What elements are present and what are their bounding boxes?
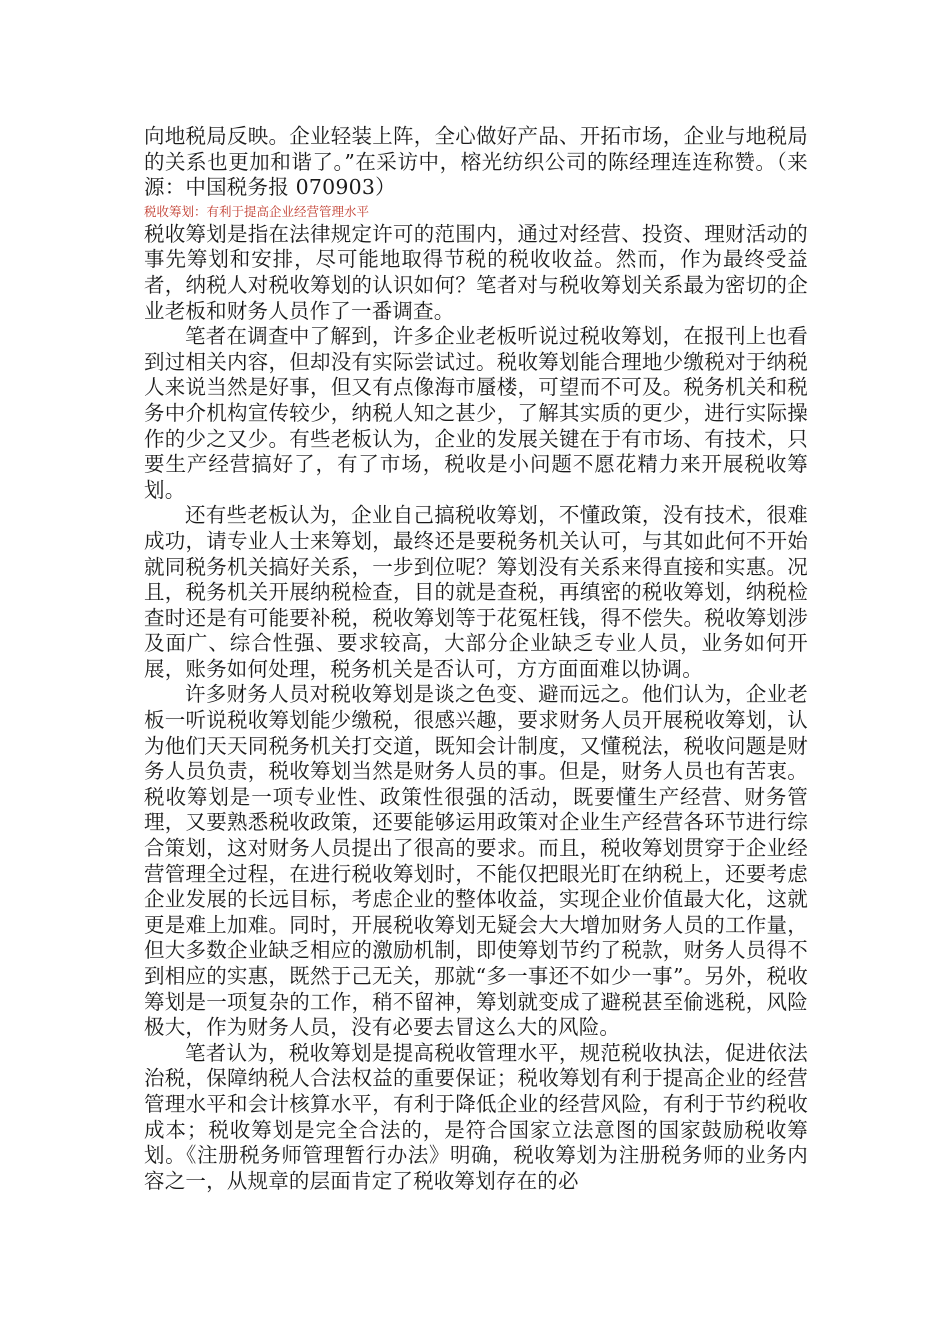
body-paragraph-4: 许多财务人员对税收筹划是谈之色变、避而远之。他们认为，企业老板一听说税收筹划能少缴税，很感兴趣，要求财务人员开展税收筹划，认为他们天天同税务机关打交道，既知会计制度，又懂税法，税收问题是财务人员负责，税收筹划当然是财务人员的事。但是，财务人员也有苦衷。税收筹划是一项专业性、政策性很强的活动，既要懂生产经营、财务管理，又要熟悉税收政策，还要能够运用政策对企业生产经营各环节进行综合策划，这对财务人员提出了很高的要求。而且，税收筹划贯穿于企业经营管理全过程，在进行税收筹划时，不能仅把眼光盯在纳税上，还要考虑企业发展的长远目标，考虑企业的整体收益，实现企业价值最大化，这就更是难上加难。同时，开展税收筹划无疑会大大增加财务人员的工作量，但大多数企业缺乏相应的激励机制，即使筹划节约了税款，财务人员得不到相应的实惠，既然于己无关，那就“多一事还不如少一事”。另外，税收筹划是一项复杂的工作，稍不留神，筹划就变成了避税甚至偷逃税，风险极大，作为财务人员，没有必要去冒这么大的风险。 bbox=[144, 682, 808, 1040]
body-paragraph-2: 笔者在调查中了解到，许多企业老板听说过税收筹划，在报刊上也看到过相关内容，但却没有实际尝试过。税收筹划能合理地少缴税对于纳税人来说当然是好事，但又有点像海市蜃楼，可望而不可及。税务机关和税务中介机构宣传较少，纳税人知之甚少，了解其实质的更少，进行实际操作的少之又少。有些老板认为，企业的发展关键在于有市场、有技术，只要生产经营搞好了，有了市场，税收是小问题不愿花精力来开展税收筹划。 bbox=[144, 324, 808, 502]
article-heading: 税收筹划：有利于提高企业经营管理水平 bbox=[144, 203, 370, 219]
document-page bbox=[144, 124, 808, 1194]
body-paragraph-5: 笔者认为，税收筹划是提高税收管理水平，规范税收执法，促进依法治税，保障纳税人合法权益的重要保证；税收筹划有利于提高企业的经营管理水平和会计核算水平，有利于降低企业的经营风险，有利于节约税收成本；税收筹划是完全合法的，是符合国家立法意图的国家鼓励税收筹划。《注册税务师管理暂行办法》明确，税收筹划为注册税务师的业务内容之一，从规章的层面肯定了税收筹划存在的必 bbox=[144, 1040, 808, 1193]
body-paragraph-1: 税收筹划是指在法律规定许可的范围内，通过对经营、投资、理财活动的事先筹划和安排，尽可能地取得节税的税收收益。然而，作为最终受益者，纳税人对税收筹划的认识如何？笔者对与税收筹划关系最为密切的企业老板和财务人员作了一番调查。 bbox=[144, 221, 808, 323]
body-paragraph-3: 还有些老板认为，企业自己搞税收筹划，不懂政策，没有技术，很难成功，请专业人士来筹划，最终还是要税务机关认可，与其如此何不开始就同税务机关搞好关系，一步到位呢？筹划没有关系来得直接和实惠。况且，税务机关开展纳税检查，目的就是查税，再缜密的税收筹划，纳税检查时还是有可能要补税，税收筹划等于花冤枉钱，得不偿失。税收筹划涉及面广、综合性强、要求较高，大部分企业缺乏专业人员，业务如何开展，账务如何处理，税务机关是否认可，方方面面难以协调。 bbox=[144, 503, 808, 681]
intro-paragraph: 向地税局反映。企业轻装上阵，全心做好产品、开拓市场，企业与地税局的关系也更加和谐了。”在采访中，榕光纺织公司的陈经理连连称赞。（来源：中国税务报 070903） bbox=[144, 124, 808, 200]
